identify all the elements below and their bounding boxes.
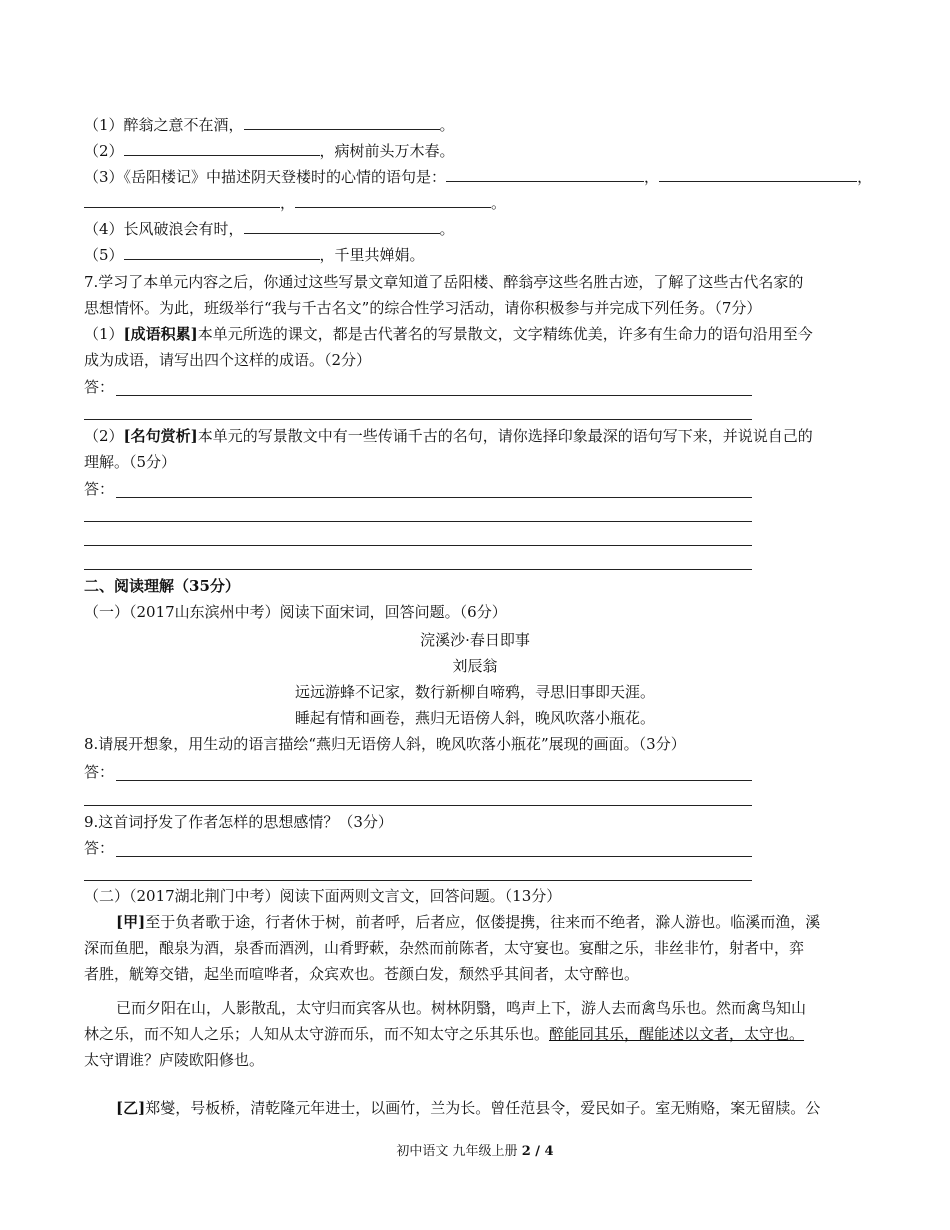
section-heading: 二、阅读理解（35分） xyxy=(84,577,240,595)
q7-line2: 思想情怀。为此，班级举行“我与千古名文”的综合性学习活动，请你积极参与并完成下列任务。（7分） xyxy=(84,299,762,317)
jia-line3: 者胜，觥筹交错，起坐而喧哗者，众宾欢也。苍颜白发，颓然乎其间者，太守醉也。 xyxy=(84,965,640,983)
poem-title: 浣溪沙·春日即事 xyxy=(420,631,530,649)
blank-line[interactable] xyxy=(84,192,280,208)
footer-text: 初中语文 九年级上册 xyxy=(396,1144,522,1159)
blank-line[interactable] xyxy=(244,114,440,130)
jia-line2: 深而鱼肥，酿泉为酒，泉香而酒洌，山肴野蔌，杂然而前陈者，太守宴也。宴酣之乐，非丝非竹，射者中，弈 xyxy=(84,939,805,957)
q9-text: 9.这首词抒发了作者怎样的思想感情？（3分） xyxy=(84,813,393,831)
answer-line[interactable] xyxy=(84,545,752,546)
fill-item-5 xyxy=(84,244,866,265)
answer-label: 答： xyxy=(84,763,115,781)
poem-line: 睡起有情和画卷，燕归无语傍人斜，晚风吹落小瓶花。 xyxy=(294,709,655,727)
blank-line[interactable] xyxy=(659,166,857,182)
q7-sub1-line2: 成为成语，请写出四个这样的成语。（2分） xyxy=(84,351,372,369)
jia-p2-line2 xyxy=(84,1024,866,1044)
passage-text: 郑燮，号板桥，清乾隆元年进士，以画竹，兰为长。曾任范县令，爱民如子。室无贿赂，案无留牍。公 xyxy=(145,1099,821,1117)
poem-line: 远远游蜂不记家，数行新柳自啼鸦，寻思旧事即天涯。 xyxy=(294,683,655,701)
jia-p2-line3: 太守谓谁？庐陵欧阳修也。 xyxy=(84,1051,265,1069)
q7-sub1 xyxy=(84,324,866,344)
item-text: （4）长风破浪会有时， xyxy=(84,220,244,238)
sub-tag: [成语积累] xyxy=(123,325,198,343)
q7-sub2 xyxy=(84,426,866,446)
answer-label: 答： xyxy=(84,839,115,857)
answer-line[interactable] xyxy=(116,395,752,396)
item-text: （5） xyxy=(84,246,124,264)
blank-line[interactable] xyxy=(244,218,440,234)
poem-author: 刘辰翁 xyxy=(452,657,498,675)
answer-line[interactable] xyxy=(84,880,752,881)
q8-text: 8.请展开想象，用生动的语言描绘“燕归无语傍人斜，晚风吹落小瓶花”展现的画面。（3分） xyxy=(84,735,686,753)
answer-line[interactable] xyxy=(84,521,752,522)
passage-text: 林之乐，而不知人之乐；人知从太守游而乐，而不知太守之乐其乐也。 xyxy=(84,1025,550,1043)
sub-text: 本单元所选的课文，都是古代著名的写景散文，文字精练优美，许多有生命力的语句沿用至今 xyxy=(197,325,813,343)
blank-line[interactable] xyxy=(446,166,644,182)
answer-line[interactable] xyxy=(84,569,752,570)
blank-line[interactable] xyxy=(124,140,320,156)
item-text: 。 xyxy=(439,220,455,238)
q7-sub2-line2: 理解。（5分） xyxy=(84,453,177,471)
passage-text: 至于负者歌于途，行者休于树，前者呼，后者应，伛偻提携，往来而不绝者，滁人游也。临溪而渔，溪 xyxy=(145,913,821,931)
item-text: （3）《岳阳楼记》中描述阴天登楼时的心情的语句是： xyxy=(84,168,447,186)
item-text: ，病树前头万木春。 xyxy=(319,142,455,160)
sub-tag: [名句赏析] xyxy=(123,427,198,445)
jia-line1 xyxy=(116,912,866,932)
sub-number: （1） xyxy=(84,325,124,343)
item-text: 。 xyxy=(491,194,507,212)
answer-line[interactable] xyxy=(84,805,752,806)
answer-label: 答： xyxy=(84,480,115,498)
item-text: ， xyxy=(857,168,873,186)
answer-line[interactable] xyxy=(116,856,752,857)
q7-line1: 7.学习了本单元内容之后，你通过这些写景文章知道了岳阳楼、醉翁亭这些名胜古迹，了解了这些古代名家的 xyxy=(84,273,804,291)
page-number: 2 / 4 xyxy=(521,1144,554,1159)
item-text: 。 xyxy=(439,116,455,134)
answer-line[interactable] xyxy=(84,419,752,420)
passage-tag: [乙] xyxy=(116,1099,146,1117)
answer-line[interactable] xyxy=(116,497,752,498)
page-footer xyxy=(0,1140,950,1159)
fill-item-2 xyxy=(84,140,866,161)
blank-line[interactable] xyxy=(295,192,491,208)
blank-line[interactable] xyxy=(124,244,320,260)
answer-line[interactable] xyxy=(116,780,752,781)
underlined-sentence: 醉能同其乐，醒能述以文者，太守也。 xyxy=(549,1025,805,1043)
item-text: ， xyxy=(280,194,296,212)
part2-heading: （二）（2017湖北荆门中考）阅读下面两则文言文，回答问题。（13分） xyxy=(84,887,562,905)
fill-item-1 xyxy=(84,114,866,135)
yi-line1 xyxy=(116,1098,866,1118)
item-text: ，千里共婵娟。 xyxy=(319,246,425,264)
sub-text: 本单元的写景散文中有一些传诵千古的名句，请你选择印象最深的语句写下来，并说说自己的 xyxy=(197,427,813,445)
fill-item-4 xyxy=(84,218,866,239)
item-text: ， xyxy=(644,168,660,186)
passage-tag: [甲] xyxy=(116,913,146,931)
answer-label: 答： xyxy=(84,378,115,396)
jia-p2-line1: 已而夕阳在山，人影散乱，太守归而宾客从也。树林阴翳，鸣声上下，游人去而禽鸟乐也。然而禽鸟知山 xyxy=(116,999,807,1017)
sub-number: （2） xyxy=(84,427,124,445)
fill-item-3-cont xyxy=(84,192,866,213)
fill-item-3 xyxy=(84,166,873,187)
item-text: （2） xyxy=(84,142,124,160)
item-text: （1）醉翁之意不在酒， xyxy=(84,116,244,134)
part1-heading: （一）（2017山东滨州中考）阅读下面宋词，回答问题。（6分） xyxy=(84,603,507,621)
